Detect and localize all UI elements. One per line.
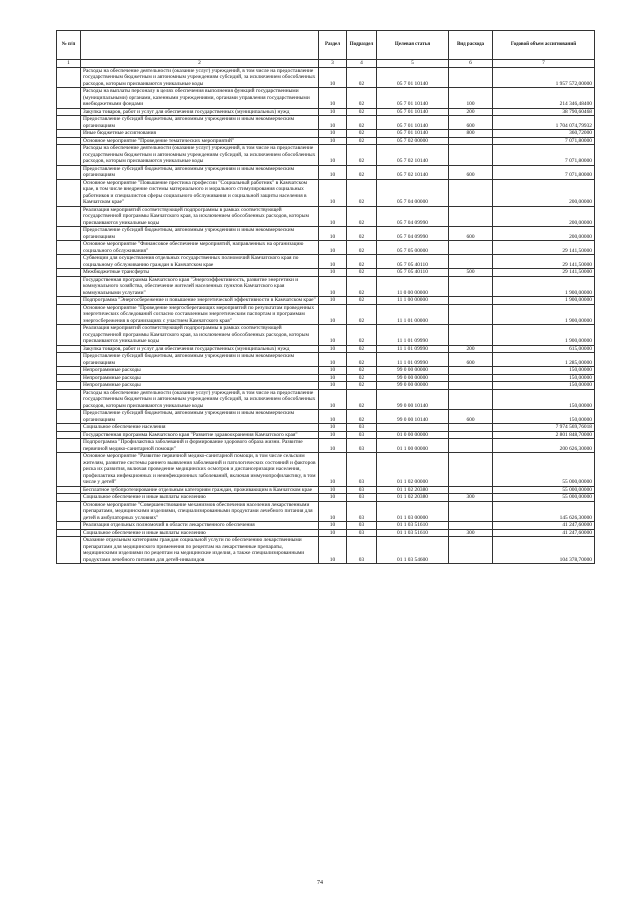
table-row	[57, 88, 595, 109]
row-target: 05 7 02 00000	[377, 137, 449, 145]
row-name: Закупка товаров, работ и услуг для обеспечения государственных (муниципальных) нужд	[81, 345, 319, 353]
row-name: Социальное обеспечение и иные выплаты населению	[81, 529, 319, 537]
row-podrazdel: 03	[347, 501, 377, 522]
row-target: 11 1 01 00000	[377, 304, 449, 325]
row-expense-type	[449, 241, 493, 255]
row-expense-type	[449, 453, 493, 487]
row-expense-type: 100	[449, 88, 493, 109]
row-expense-type: 600	[449, 410, 493, 424]
header-razdel: Раздел	[319, 31, 347, 60]
row-sum: 150,00000	[493, 389, 595, 410]
row-razdel: 10	[319, 325, 347, 346]
table-row	[57, 241, 595, 255]
table-row	[57, 345, 595, 353]
row-name: Реализация отдельных полномочий в области лекарственного обеспечения	[81, 522, 319, 530]
row-expense-type: 600	[449, 165, 493, 179]
row-razdel: 10	[319, 130, 347, 138]
row-name: Основное мероприятие "Повышение престижа профессии "Социальный работник" в Камчатском крае, в том числе внедрение системы материального и морального стимулирования социальных работников и специалистов сферы социального обслуживания и социальной защиты населения в Камчатском крае"	[81, 179, 319, 206]
row-number	[57, 130, 81, 138]
row-sum: 55 000,00000	[493, 453, 595, 487]
row-expense-type	[449, 501, 493, 522]
row-expense-type	[449, 439, 493, 453]
row-sum: 41 247,60000	[493, 522, 595, 530]
row-target: 05 7 05 40110	[377, 269, 449, 277]
row-target: 05 7 04 09990	[377, 206, 449, 227]
row-podrazdel: 02	[347, 108, 377, 116]
row-podrazdel: 02	[347, 269, 377, 277]
row-razdel: 10	[319, 241, 347, 255]
header-target: Целевая статья	[377, 31, 449, 60]
table-row	[57, 206, 595, 227]
row-number	[57, 529, 81, 537]
table-row	[57, 137, 595, 145]
row-name: Государственная программа Камчатского края "Энергоэффективность, развитие энергетики и коммунального хозяйства, обеспечение жителей населенных пунктов Камчатского края коммунальными услугами"	[81, 276, 319, 297]
row-sum: 200,00000	[493, 227, 595, 241]
row-name: Реализация мероприятий соответствующей подпрограммы в рамках соответствующей государственной программы Камчатского края, за исключением обособленных расходов, которым присваиваются уникальные коды	[81, 206, 319, 227]
row-razdel: 10	[319, 389, 347, 410]
row-podrazdel: 02	[347, 165, 377, 179]
row-number	[57, 345, 81, 353]
row-podrazdel: 02	[347, 353, 377, 367]
row-name: Основное мероприятие "Финансовое обеспечение мероприятий, направленных на организацию социального обслуживания"	[81, 241, 319, 255]
table-row	[57, 325, 595, 346]
row-name: Предоставление субсидий бюджетным, автономным учреждениям и иным некоммерческим организациям	[81, 116, 319, 130]
row-sum: 214 346,48400	[493, 88, 595, 109]
table-row	[57, 130, 595, 138]
row-target: 11 1 01 09990	[377, 353, 449, 367]
table-row	[57, 108, 595, 116]
row-razdel: 10	[319, 439, 347, 453]
row-expense-type	[449, 431, 493, 439]
row-number	[57, 179, 81, 206]
row-razdel: 10	[319, 255, 347, 269]
table-row	[57, 116, 595, 130]
row-number	[57, 382, 81, 390]
row-name: Непрограммные расходы	[81, 374, 319, 382]
row-sum: 1 900,00000	[493, 297, 595, 305]
row-razdel: 10	[319, 179, 347, 206]
row-number	[57, 165, 81, 179]
row-number	[57, 145, 81, 166]
row-razdel: 10	[319, 108, 347, 116]
row-razdel: 10	[319, 297, 347, 305]
row-podrazdel: 02	[347, 116, 377, 130]
row-number	[57, 325, 81, 346]
col-number: 4	[347, 60, 377, 68]
row-expense-type	[449, 145, 493, 166]
table-row	[57, 389, 595, 410]
row-sum: 1 900,00000	[493, 304, 595, 325]
row-sum: 150,00000	[493, 382, 595, 390]
row-expense-type	[449, 206, 493, 227]
row-target: 01 1 00 00000	[377, 439, 449, 453]
row-number	[57, 304, 81, 325]
row-name: Расходы на выплаты персоналу в целях обеспечения выполнения функций государственными (муниципальными) органами, казенными учреждениями, органами управления государственными внебюджетными фондами	[81, 88, 319, 109]
row-razdel: 10	[319, 537, 347, 564]
row-number	[57, 374, 81, 382]
row-expense-type	[449, 424, 493, 432]
table-row	[57, 297, 595, 305]
row-number	[57, 439, 81, 453]
row-podrazdel: 03	[347, 486, 377, 494]
row-target: 05 7 01 10140	[377, 88, 449, 109]
table-row	[57, 522, 595, 530]
table-row	[57, 431, 595, 439]
row-podrazdel: 02	[347, 304, 377, 325]
row-target: 05 7 04 09990	[377, 227, 449, 241]
table-row	[57, 145, 595, 166]
row-razdel: 10	[319, 67, 347, 88]
row-name: Подпрограмма "Энергосбережение и повышение энергетической эффективности в Камчатском крае"	[81, 297, 319, 305]
row-number	[57, 537, 81, 564]
row-razdel: 10	[319, 88, 347, 109]
row-expense-type: 200	[449, 345, 493, 353]
row-expense-type	[449, 486, 493, 494]
row-podrazdel: 03	[347, 494, 377, 502]
row-podrazdel: 02	[347, 145, 377, 166]
row-podrazdel: 03	[347, 529, 377, 537]
row-number	[57, 494, 81, 502]
row-expense-type: 300	[449, 494, 493, 502]
table-row	[57, 529, 595, 537]
row-podrazdel: 02	[347, 241, 377, 255]
row-name: Основное мероприятие "Проведение тематических мероприятий"	[81, 137, 319, 145]
table-row	[57, 255, 595, 269]
row-target: 01 0 00 00000	[377, 431, 449, 439]
table-row	[57, 501, 595, 522]
row-target: 01 1 02 00000	[377, 453, 449, 487]
row-name: Субвенции для осуществления отдельных государственных полномочий Камчатского края по социальному обслуживанию граждан в Камчатском крае	[81, 255, 319, 269]
row-razdel: 10	[319, 227, 347, 241]
row-sum: 145 626,30000	[493, 501, 595, 522]
row-sum: 7 974 569,76018	[493, 424, 595, 432]
row-target: 01 1 03 54600	[377, 537, 449, 564]
row-podrazdel: 03	[347, 453, 377, 487]
row-podrazdel: 02	[347, 137, 377, 145]
table-row	[57, 179, 595, 206]
row-razdel: 10	[319, 276, 347, 297]
row-number	[57, 276, 81, 297]
row-target	[377, 424, 449, 432]
row-number	[57, 353, 81, 367]
row-target: 05 7 05 40110	[377, 255, 449, 269]
row-target: 05 7 02 10140	[377, 165, 449, 179]
row-expense-type	[449, 255, 493, 269]
row-razdel: 10	[319, 137, 347, 145]
header-expense-type: Вид расхода	[449, 31, 493, 60]
row-sum: 200 626,30000	[493, 439, 595, 453]
row-razdel: 10	[319, 382, 347, 390]
row-number	[57, 424, 81, 432]
header-sum: Годовой объем ассигнований	[493, 31, 595, 60]
row-name: Закупка товаров, работ и услуг для обеспечения государственных (муниципальных) нужд	[81, 108, 319, 116]
col-number: 3	[319, 60, 347, 68]
header-num: № п/п	[57, 31, 81, 60]
table-row	[57, 276, 595, 297]
row-number	[57, 501, 81, 522]
row-target: 05 7 01 10140	[377, 67, 449, 88]
row-target: 01 1 02 20380	[377, 486, 449, 494]
row-number	[57, 108, 81, 116]
row-podrazdel: 02	[347, 345, 377, 353]
budget-table	[56, 30, 595, 564]
table-body	[57, 67, 595, 564]
row-razdel: 10	[319, 116, 347, 130]
row-target: 99 0 00 10140	[377, 389, 449, 410]
table-row	[57, 410, 595, 424]
row-target: 11 1 00 00000	[377, 297, 449, 305]
row-expense-type: 200	[449, 108, 493, 116]
column-number-row	[57, 60, 595, 68]
row-number	[57, 522, 81, 530]
row-name: Социальное обеспечение населения	[81, 424, 319, 432]
row-target: 99 0 00 00000	[377, 382, 449, 390]
row-number	[57, 453, 81, 487]
row-target: 01 1 03 51610	[377, 529, 449, 537]
row-sum: 7 071,80000	[493, 145, 595, 166]
row-podrazdel: 02	[347, 382, 377, 390]
table-row	[57, 353, 595, 367]
row-target: 01 1 02 20380	[377, 494, 449, 502]
row-name: Расходы на обеспечение деятельности (оказание услуг) учреждений, в том числе на предоставление государственным бюджетным и автономным учреждениям субсидий, за исключением обособленных расходов, которым присваиваются уникальные коды	[81, 67, 319, 88]
row-name: Предоставление субсидий бюджетным, автономным учреждениям и иным некоммерческим организациям	[81, 353, 319, 367]
row-expense-type: 800	[449, 130, 493, 138]
row-name: Основное мероприятие "Развитие первичной медико-санитарной помощи, в том числе сельским жителям, развитие системы раннего выявления заболеваний и патологических состояний и факторов риска их развития, включая проведение медицинских осмотров и диспансеризации населения, профилактика инфекционных и неинфекционных заболеваний, включая иммунопрофилактику, в том числе у детей"	[81, 453, 319, 487]
row-target: 05 7 04 00000	[377, 179, 449, 206]
row-sum: 38 790,60468	[493, 108, 595, 116]
row-name: Бесплатное зубопротезирование отдельным категориям граждан, проживающим в Камчатском крае	[81, 486, 319, 494]
row-podrazdel: 03	[347, 431, 377, 439]
row-expense-type	[449, 389, 493, 410]
row-name: Предоставление субсидий бюджетным, автономным учреждениям и иным некоммерческим организациям	[81, 227, 319, 241]
row-name: Основное мероприятие "Проведение энергосберегающих мероприятий по результатам проведенных энергетических обследований согласно составленным энергетическим паспортам и программам энергосбережения в организациях с участием Камчатского края"	[81, 304, 319, 325]
row-number	[57, 367, 81, 375]
row-target: 05 7 01 10140	[377, 116, 449, 130]
page-number: 74	[317, 880, 323, 886]
row-expense-type: 600	[449, 227, 493, 241]
row-sum: 55 000,00000	[493, 486, 595, 494]
row-name: Социальное обеспечение и иные выплаты населению	[81, 494, 319, 502]
row-podrazdel: 02	[347, 389, 377, 410]
row-name: Основное мероприятие "Совершенствование механизмов обеспечения населения лекарственными препаратами, медицинскими изделиями, специализированными продуктами лечебного питания для детей в амбулаторных условиях"	[81, 501, 319, 522]
row-razdel: 10	[319, 453, 347, 487]
row-podrazdel: 02	[347, 297, 377, 305]
row-expense-type	[449, 276, 493, 297]
row-name: Оказание отдельным категориям граждан социальной услуги по обеспечению лекарственными препаратами для медицинского применения по рецептам на лекарственные препараты, медицинскими изделиями по рецептам на медицинские изделия, а также специализированными продуктами лечебного питания для детей-инвалидов	[81, 537, 319, 564]
table-row	[57, 67, 595, 88]
row-number	[57, 241, 81, 255]
row-sum: 1 704 074,79932	[493, 116, 595, 130]
row-name: Подпрограмма "Профилактика заболеваний и формирование здорового образа жизни. Развитие первичной медико-санитарной помощи"	[81, 439, 319, 453]
row-expense-type	[449, 537, 493, 564]
row-target: 11 1 01 09990	[377, 345, 449, 353]
row-podrazdel: 02	[347, 276, 377, 297]
row-expense-type	[449, 367, 493, 375]
row-number	[57, 410, 81, 424]
row-podrazdel: 03	[347, 537, 377, 564]
row-sum: 2 801 848,70000	[493, 431, 595, 439]
row-sum: 29 141,50000	[493, 241, 595, 255]
row-target: 99 0 00 10140	[377, 410, 449, 424]
row-sum: 1 900,00000	[493, 325, 595, 346]
row-razdel: 10	[319, 367, 347, 375]
table-row	[57, 304, 595, 325]
row-podrazdel: 02	[347, 325, 377, 346]
row-number	[57, 486, 81, 494]
row-sum: 1 285,00000	[493, 353, 595, 367]
table-row	[57, 367, 595, 375]
row-expense-type	[449, 522, 493, 530]
row-name: Предоставление субсидий бюджетным, автономным учреждениям и иным некоммерческим организациям	[81, 165, 319, 179]
row-name: Непрограммные расходы	[81, 382, 319, 390]
row-sum: 200,00000	[493, 206, 595, 227]
row-sum: 1 957 572,00000	[493, 67, 595, 88]
table-row	[57, 374, 595, 382]
row-podrazdel: 02	[347, 227, 377, 241]
row-razdel: 10	[319, 145, 347, 166]
table-row	[57, 424, 595, 432]
table-header-row	[57, 31, 595, 60]
row-expense-type	[449, 67, 493, 88]
row-target: 05 7 02 10140	[377, 145, 449, 166]
row-expense-type	[449, 325, 493, 346]
row-number	[57, 67, 81, 88]
row-sum: 615,00000	[493, 345, 595, 353]
row-sum: 150,00000	[493, 367, 595, 375]
row-number	[57, 88, 81, 109]
row-sum: 55 000,00000	[493, 494, 595, 502]
row-sum: 29 141,50000	[493, 255, 595, 269]
table-row	[57, 165, 595, 179]
row-podrazdel: 02	[347, 88, 377, 109]
header-podrazdel: Подраздел	[347, 31, 377, 60]
row-podrazdel: 02	[347, 67, 377, 88]
table-row	[57, 382, 595, 390]
row-podrazdel: 03	[347, 424, 377, 432]
row-number	[57, 227, 81, 241]
table-row	[57, 494, 595, 502]
row-target: 11 0 00 00000	[377, 276, 449, 297]
row-target: 01 1 03 51610	[377, 522, 449, 530]
row-razdel: 10	[319, 304, 347, 325]
row-expense-type: 300	[449, 529, 493, 537]
row-expense-type	[449, 137, 493, 145]
col-number: 7	[493, 60, 595, 68]
row-podrazdel: 03	[347, 522, 377, 530]
row-podrazdel: 03	[347, 439, 377, 453]
row-expense-type	[449, 179, 493, 206]
row-number	[57, 206, 81, 227]
row-podrazdel: 02	[347, 410, 377, 424]
row-podrazdel: 02	[347, 130, 377, 138]
row-sum: 1 900,00000	[493, 276, 595, 297]
col-number: 1	[57, 60, 81, 68]
row-sum: 200,00000	[493, 179, 595, 206]
row-podrazdel: 02	[347, 179, 377, 206]
row-sum: 150,00000	[493, 410, 595, 424]
row-number	[57, 389, 81, 410]
col-number: 2	[81, 60, 319, 68]
row-razdel: 10	[319, 522, 347, 530]
row-sum: 29 141,50000	[493, 269, 595, 277]
row-razdel: 10	[319, 345, 347, 353]
row-razdel: 10	[319, 410, 347, 424]
row-sum: 360,72000	[493, 130, 595, 138]
row-number	[57, 297, 81, 305]
table-row	[57, 227, 595, 241]
row-number	[57, 255, 81, 269]
table-row	[57, 537, 595, 564]
row-number	[57, 269, 81, 277]
table-row	[57, 486, 595, 494]
row-podrazdel: 02	[347, 206, 377, 227]
row-target: 01 1 03 00000	[377, 501, 449, 522]
header-name	[81, 31, 319, 60]
row-razdel: 10	[319, 431, 347, 439]
row-razdel: 10	[319, 165, 347, 179]
row-name: Иные бюджетные ассигнования	[81, 130, 319, 138]
row-expense-type	[449, 304, 493, 325]
table-row	[57, 439, 595, 453]
row-name: Расходы на обеспечение деятельности (оказание услуг) учреждений, в том числе на предоставление государственным бюджетным и автономным учреждениям субсидий, за исключением обособленных расходов, которым присваиваются уникальные коды	[81, 389, 319, 410]
row-razdel: 10	[319, 206, 347, 227]
row-podrazdel: 02	[347, 374, 377, 382]
row-name: Межбюджетные трансферты	[81, 269, 319, 277]
row-sum: 7 071,80000	[493, 165, 595, 179]
row-podrazdel: 02	[347, 255, 377, 269]
row-expense-type	[449, 374, 493, 382]
table-row	[57, 453, 595, 487]
row-razdel: 10	[319, 353, 347, 367]
table-row	[57, 269, 595, 277]
row-razdel: 10	[319, 486, 347, 494]
row-number	[57, 137, 81, 145]
row-razdel: 10	[319, 374, 347, 382]
row-target: 05 7 01 10140	[377, 130, 449, 138]
row-name: Предоставление субсидий бюджетным, автономным учреждениям и иным некоммерческим организациям	[81, 410, 319, 424]
row-name: Реализация мероприятий соответствующей подпрограммы в рамках соответствующей государственной программы Камчатского края, за исключением обособленных расходов, которым присваиваются уникальные коды	[81, 325, 319, 346]
row-sum: 150,00000	[493, 374, 595, 382]
row-sum: 104 378,70000	[493, 537, 595, 564]
row-razdel: 10	[319, 501, 347, 522]
row-sum: 41 247,60000	[493, 529, 595, 537]
col-number: 5	[377, 60, 449, 68]
row-razdel: 10	[319, 529, 347, 537]
row-expense-type	[449, 297, 493, 305]
row-number	[57, 116, 81, 130]
row-expense-type: 600	[449, 116, 493, 130]
row-target: 99 0 00 00000	[377, 374, 449, 382]
row-expense-type	[449, 382, 493, 390]
row-name: Непрограммные расходы	[81, 367, 319, 375]
row-name: Государственная программа Камчатского края "Развитие здравоохранения Камчатского края"	[81, 431, 319, 439]
row-target: 99 0 00 00000	[377, 367, 449, 375]
row-number	[57, 431, 81, 439]
row-expense-type: 600	[449, 353, 493, 367]
row-razdel: 10	[319, 494, 347, 502]
row-target: 05 7 01 10140	[377, 108, 449, 116]
row-target: 05 7 05 00000	[377, 241, 449, 255]
row-sum: 7 071,80000	[493, 137, 595, 145]
row-razdel: 10	[319, 269, 347, 277]
row-expense-type: 500	[449, 269, 493, 277]
row-target: 11 1 01 09990	[377, 325, 449, 346]
row-razdel: 10	[319, 424, 347, 432]
col-number: 6	[449, 60, 493, 68]
row-name: Расходы на обеспечение деятельности (оказание услуг) учреждений, в том числе на предоставление государственным бюджетным и автономным учреждениям субсидий, за исключением обособленных расходов, которым присваиваются уникальные коды	[81, 145, 319, 166]
row-podrazdel: 02	[347, 367, 377, 375]
